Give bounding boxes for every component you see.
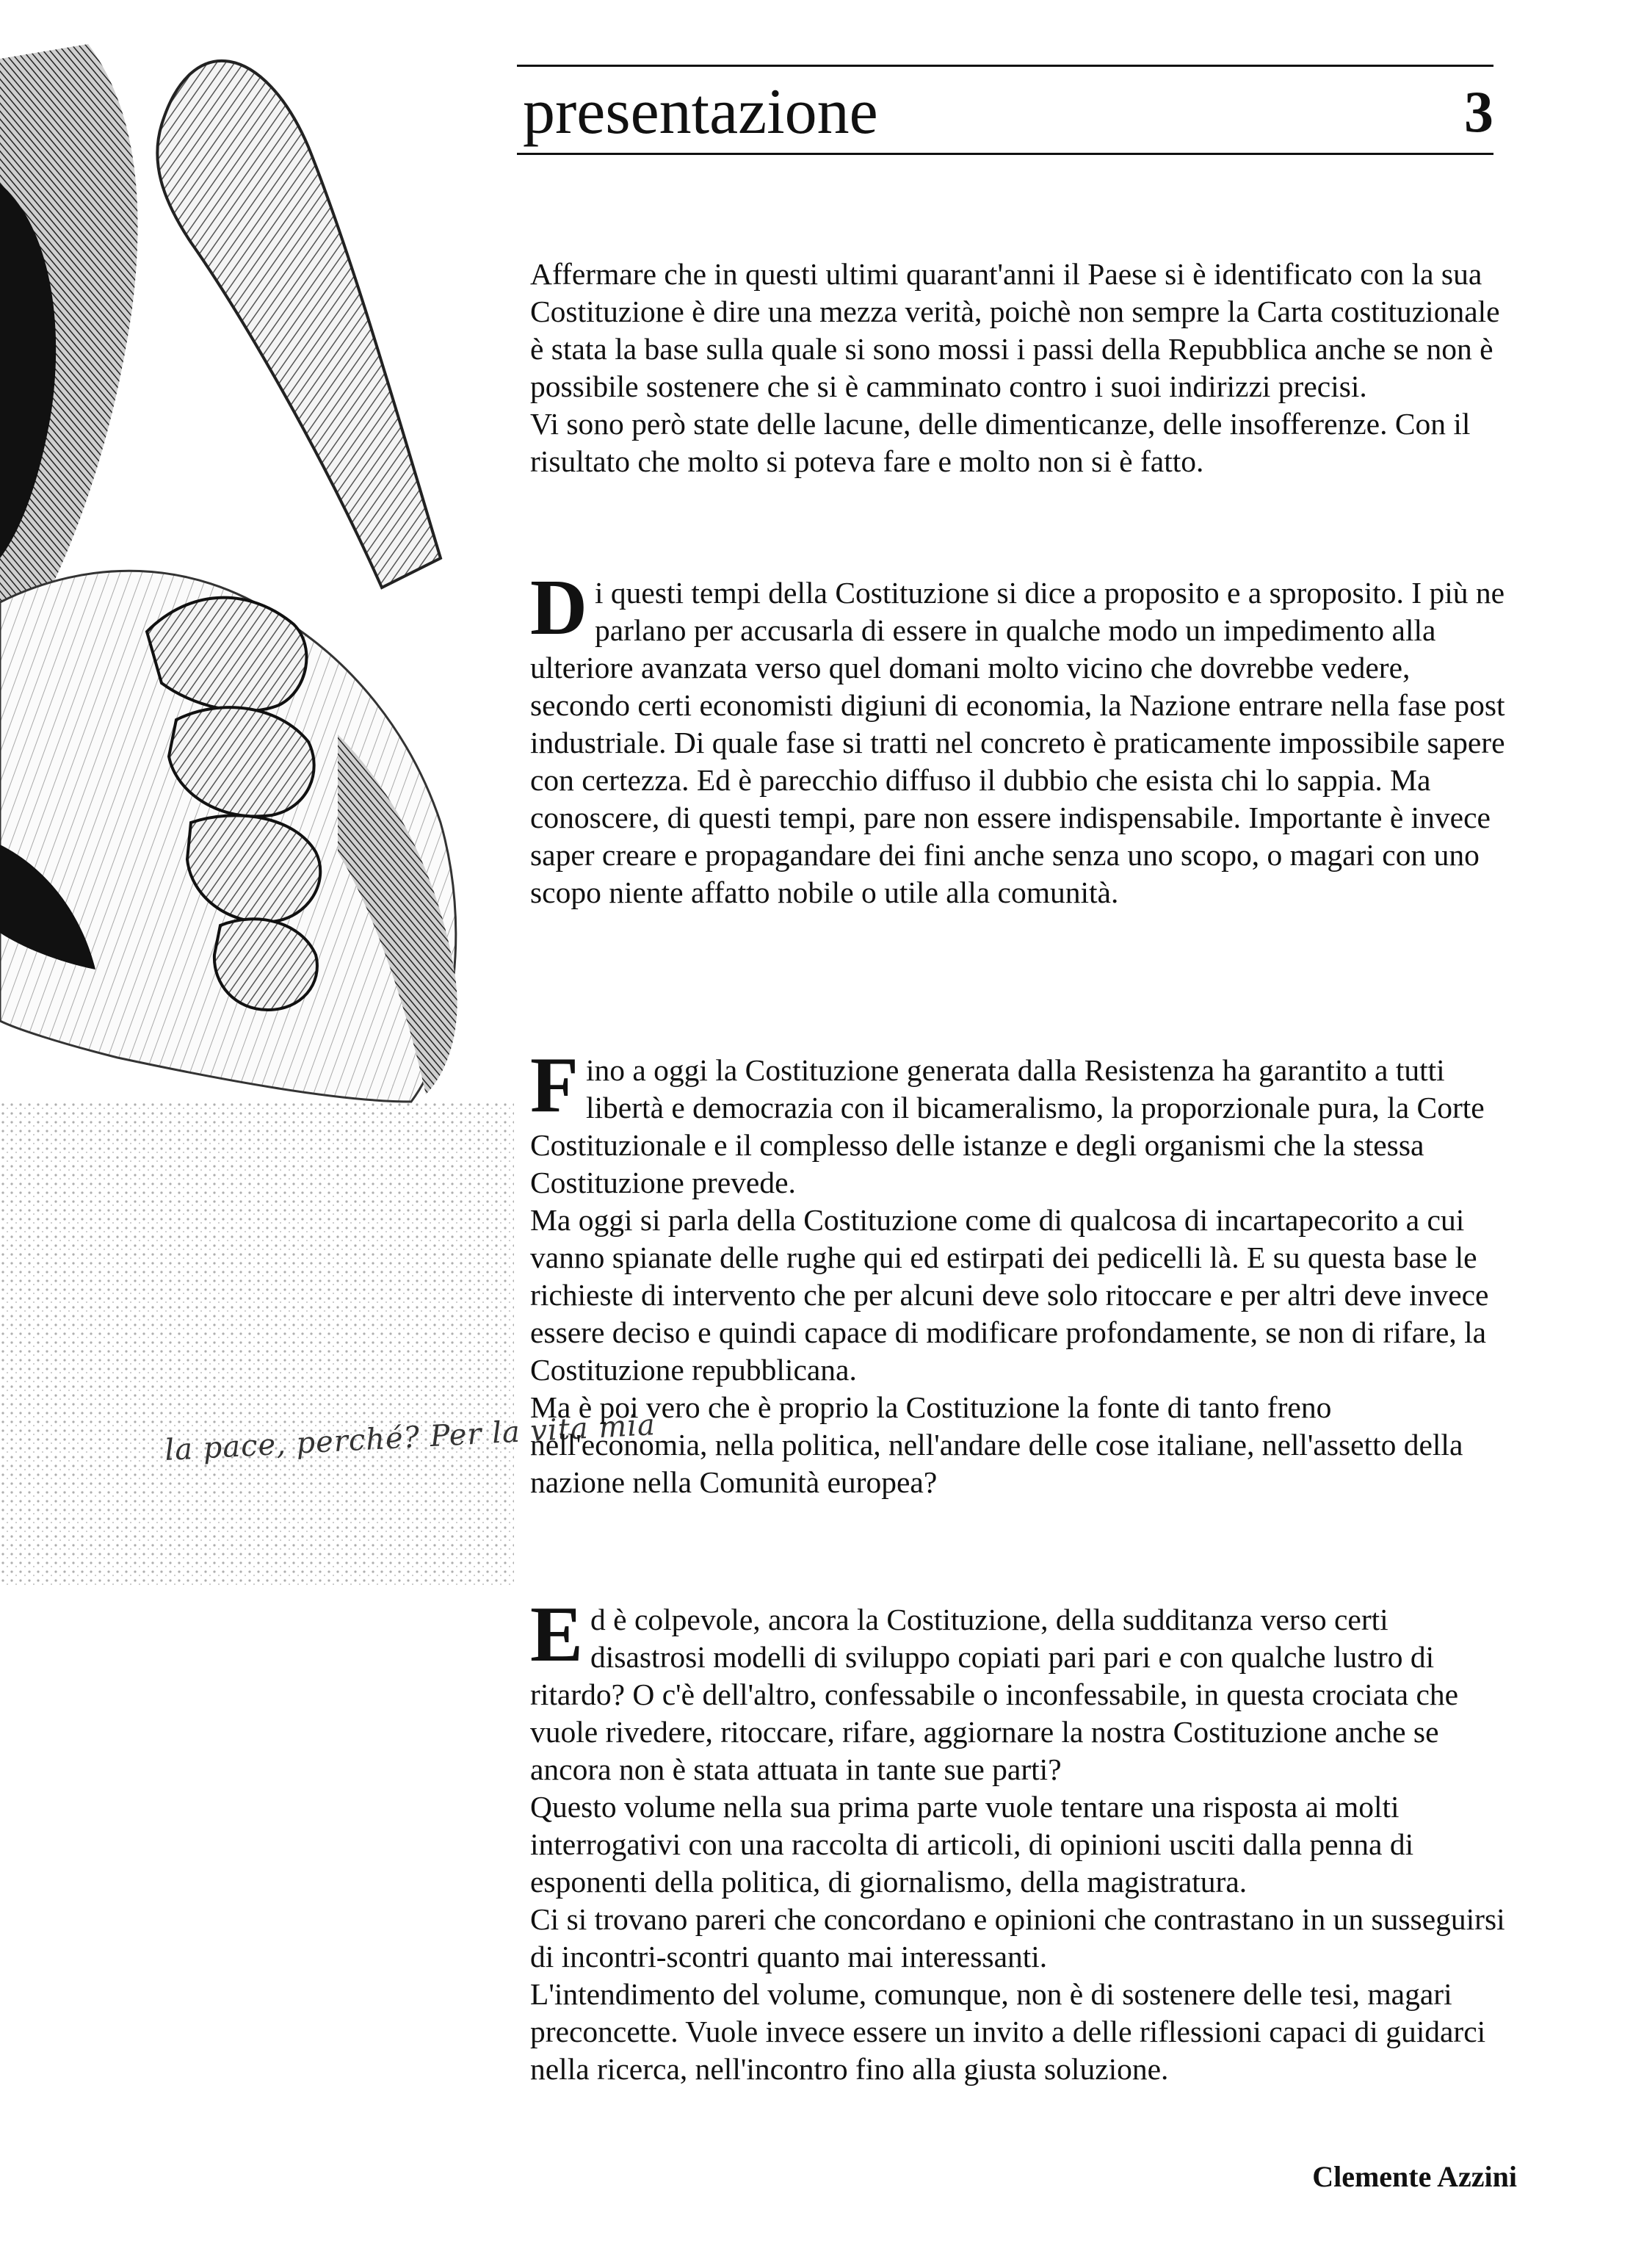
page-number: 3 bbox=[1464, 80, 1493, 145]
paragraph: Ci si trovano pareri che concordano e opinioni che contrastano in un susseguirsi di incontri-scontri quanto mai interessanti. bbox=[530, 1902, 1505, 1973]
paragraph: L'intendimento del volume, comunque, non è di sostenere delle tesi, magari preconcette. Vuole invece essere un invito a delle riflessioni capaci di guidarci nella ricerca, nell'incontro fino alla giusta soluzione. bbox=[530, 1977, 1486, 2086]
section-resistenza bbox=[530, 1041, 1507, 1501]
header-rule-top bbox=[517, 65, 1493, 67]
handwritten-signature: la pace, perché? Per la vita mia bbox=[164, 1408, 657, 1468]
drop-cap: E bbox=[530, 1591, 584, 1678]
paragraph: ino a oggi la Costituzione generata dalla Resistenza ha garantito a tutti libertà e democrazia con il bicameralismo, la proporzionale pura, la Corte Costituzionale e il complesso delle istanze e degli organismi che la stessa Costituzione prevede. bbox=[530, 1053, 1485, 1199]
page-header bbox=[523, 72, 1493, 153]
paragraph: Questo volume nella sua prima parte vuole tentare una risposta ai molti interrogativi con una raccolta di articoli, di opinioni usciti dalla penna di esponenti della politica, di giornalismo, della magistratura. bbox=[530, 1790, 1414, 1899]
paragraph: Vi sono però state delle lacune, delle dimenticanze, delle insofferenze. Con il risultato che molto si poteva fare e molto non si è fatto. bbox=[530, 407, 1471, 478]
intro-section bbox=[530, 256, 1507, 480]
paragraph: Ma è poi vero che è proprio la Costituzione la fonte di tanto freno nell'economia, nella politica, nell'andare delle cose italiane, nell'assetto della nazione nella Comunità europea? bbox=[530, 1390, 1463, 1499]
paragraph: Affermare che in questi ultimi quarant'anni il Paese si è identificato con la sua Costituzione è dire una mezza verità, poichè non sempre la Carta costituzionale è stata la base sulla quale si sono mossi i passi della Repubblica anche se non è possibile sostenere che si è camminato contro i suoi indirizzi precisi. bbox=[530, 257, 1500, 403]
paragraph: Ma oggi si parla della Costituzione come di qualcosa di incartapecorito a cui vanno spianate delle rughe qui ed estirpati dei pedicelli là. E su questa base le richieste di intervento che per alcuni deve solo ritoccare e per altri deve invece essere deciso e quindi capace di modificare profondamente, se non di rifare, la Costituzione repubblicana. bbox=[530, 1203, 1489, 1387]
drop-cap: D bbox=[530, 564, 587, 651]
header-rule-bottom bbox=[517, 153, 1493, 155]
author-signature: Clemente Azzini bbox=[1312, 2160, 1517, 2193]
section-colpevole bbox=[530, 1591, 1507, 2088]
section-costituzione-tempi bbox=[530, 564, 1507, 911]
paragraph: d è colpevole, ancora la Costituzione, della sudditanza verso certi disastrosi modelli di sviluppo copiati pari pari e con qualche lustro di ritardo? O c'è dell'altro, confessabile o inconfessabile, in questa crociata che vuole rivedere, ritoccare, rifare, aggiornare la nostra Costituzione anche se ancora non è stata attuata in tante sue parti? bbox=[530, 1603, 1459, 1786]
page-title: presentazione bbox=[523, 76, 878, 148]
paragraph: i questi tempi della Costituzione si dice a proposito e a sproposito. I più ne parlano per accusarla di essere in qualche modo un impedimento alla ulteriore avanzata verso quel domani molto vicino che dovrebbe vedere, secondo certi economisti digiuni di economia, la Nazione entrare nella fase post industriale. Di quale fase si tratti nel concreto è praticamente impossibile sapere con certezza. Ed è parecchio diffuso il dubbio che esista chi lo sappia. Ma conoscere, di questi tempi, pare non essere indispensabile. Importante è invece saper creare e propagandare dei fini anche senza uno scopo, o magari con uno scopo niente affatto nobile o utile alla comunità. bbox=[530, 576, 1505, 909]
illustration-engraving bbox=[0, 0, 657, 1586]
engraving-drawing bbox=[0, 0, 657, 1586]
drop-cap: F bbox=[530, 1041, 579, 1129]
